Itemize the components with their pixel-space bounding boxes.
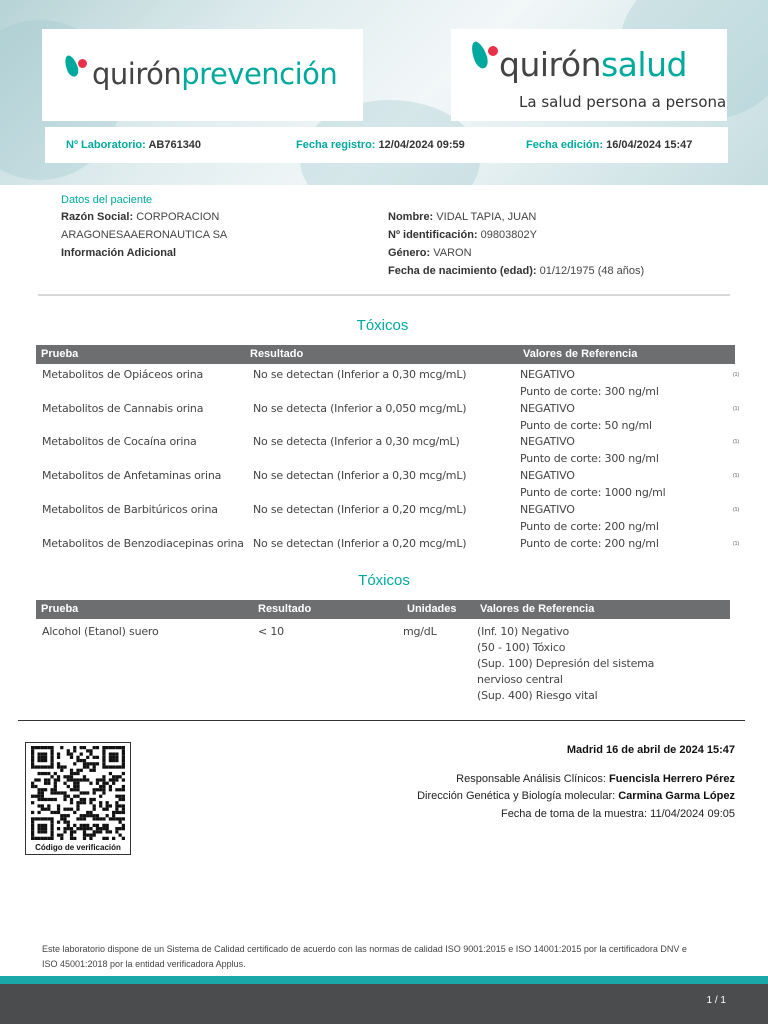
table2-header-resultado: Resultado [258, 603, 312, 615]
table1-resultado: No se detectan (Inferior a 0,20 mcg/mL) [253, 537, 467, 550]
toxicos-title-2: Tóxicos [358, 572, 410, 589]
table1-note: (1) [733, 507, 740, 513]
registration-date [296, 139, 465, 151]
table1-resultado: No se detectan (Inferior a 0,20 mcg/mL) [253, 503, 467, 516]
edition-date-value: 16/04/2024 15:47 [606, 139, 693, 151]
table1-note: (1) [733, 541, 740, 547]
patient-id-value: 09803802Y [480, 229, 537, 241]
verification-qr[interactable] [25, 742, 131, 855]
page-number: 1 / 1 [706, 995, 726, 1006]
patient-birthdate-label: Fecha de nacimiento (edad): [388, 265, 537, 277]
patient-name-label: Nombre: [388, 211, 434, 223]
table2-prueba: Alcohol (Etanol) suero [42, 625, 159, 638]
lab-number [66, 139, 201, 151]
fecha-toma-label: Fecha de toma de la muestra: [500, 808, 648, 820]
razon-social-value: CORPORACION [136, 211, 220, 223]
edition-date-label: Fecha edición: [526, 139, 604, 151]
table1-resultado: No se detectan (Inferior a 0,30 mcg/mL) [253, 469, 467, 482]
table1-punto-corte: Punto de corte: 200 ng/ml [520, 520, 659, 533]
direccion-label: Dirección Genética y Biología molecular: [417, 790, 616, 802]
patient-gender-value: VARON [433, 247, 472, 259]
patient-name-value: VIDAL TAPIA, JUAN [436, 211, 537, 223]
logo-left-part2: prevención [181, 57, 338, 91]
table1-header-resultado: Resultado [250, 348, 304, 360]
table2-unidades: mg/dL [403, 625, 437, 638]
table1-referencia: NEGATIVO [520, 402, 575, 415]
dot-icon [488, 46, 498, 56]
toxicos-title-1: Tóxicos [356, 317, 409, 334]
table1-resultado: No se detecta (Inferior a 0,30 mcg/mL) [253, 435, 460, 448]
table1-note: (1) [733, 473, 740, 479]
info-adicional [61, 247, 176, 259]
table2-reference-line: (Inf. 10) Negativo [477, 625, 570, 638]
table2-header [36, 600, 730, 619]
quironsalud-logo [451, 29, 727, 121]
logo-left-part1: quirón [92, 57, 182, 91]
fecha-toma-value: 11/04/2024 09:05 [650, 808, 735, 820]
table1-referencia: NEGATIVO [520, 469, 575, 482]
registration-date-label: Fecha registro: [296, 139, 376, 151]
patient-gender [388, 247, 472, 259]
direccion-value: Carmina Garma López [618, 790, 735, 802]
table1-punto-corte: Punto de corte: 1000 ng/ml [520, 486, 666, 499]
leaf-icon [469, 40, 491, 71]
registration-date-value: 12/04/2024 09:59 [378, 139, 465, 151]
table1-referencia: NEGATIVO [520, 368, 575, 381]
direccion-genetica [417, 790, 735, 802]
table1-prueba: Metabolitos de Cocaína orina [42, 435, 197, 448]
patient-id-label: Nº identificación: [388, 229, 478, 241]
patient-birthdate [388, 265, 644, 277]
footer-divider [18, 720, 745, 721]
logo-right-part1: quirón [499, 45, 601, 84]
lab-meta-bar [45, 127, 728, 163]
info-adicional-label: Información Adicional [61, 247, 177, 259]
fecha-toma [501, 808, 735, 820]
quironprevencion-logo [42, 29, 363, 121]
table1-prueba: Metabolitos de Cannabis orina [42, 402, 204, 415]
table2-header-unidades: Unidades [407, 603, 457, 615]
table1-note: (1) [733, 406, 740, 412]
responsable-value: Fuencisla Herrero Pérez [609, 773, 735, 785]
table1-prueba: Metabolitos de Anfetaminas orina [42, 469, 222, 482]
patient-birthdate-value: 01/12/1975 (48 años) [539, 265, 645, 277]
qr-label: Código de verificación [35, 843, 121, 852]
qr-code-icon [31, 746, 125, 840]
table1-punto-corte: Punto de corte: 50 ng/ml [520, 419, 652, 432]
table1-note: (1) [733, 372, 740, 378]
quality-note: Este laboratorio dispone de un Sistema de Calidad certificado de acuerdo con las normas de calidad ISO 9001:2015 e ISO 14001:2015 por la certificadora DNV e ISO 45001:2018 por la entidad verificadora Applus. [42, 944, 687, 969]
table1-note: (1) [733, 439, 740, 445]
place-date [567, 744, 735, 756]
lab-number-value: AB761340 [148, 139, 202, 151]
table2-reference-line: nervioso central [477, 673, 563, 686]
table1-punto-corte: Punto de corte: 300 ng/ml [520, 452, 659, 465]
table2-reference-line: (Sup. 400) Riesgo vital [477, 689, 598, 702]
lab-number-label: Nº Laboratorio: [66, 139, 146, 151]
table2-reference-line: (Sup. 100) Depresión del sistema [477, 657, 655, 670]
responsable-label: Responsable Análisis Clínicos: [456, 773, 606, 785]
footer-bar [0, 984, 768, 1024]
table1-punto-corte: Punto de corte: 300 ng/ml [520, 385, 659, 398]
header-background [0, 0, 768, 185]
razon-social-value-cont: ARAGONESAAERONAUTICA SA [61, 229, 228, 241]
table2-header-prueba: Prueba [41, 603, 79, 615]
table1-header [36, 345, 735, 364]
table1-referencia: NEGATIVO [520, 503, 575, 516]
place-date-value: Madrid 16 de abril de 2024 15:47 [566, 744, 735, 756]
razon-social [61, 211, 219, 223]
edition-date [526, 139, 692, 151]
table2-resultado: < 10 [258, 625, 284, 638]
table1-prueba: Metabolitos de Benzodiacepinas orina [42, 537, 244, 550]
patient-id [388, 229, 537, 241]
table1-header-referencia: Valores de Referencia [523, 348, 638, 360]
table1-prueba: Metabolitos de Barbitúricos orina [42, 503, 218, 516]
table1-resultado: No se detectan (Inferior a 0,30 mcg/mL) [253, 368, 467, 381]
dot-icon [78, 59, 87, 68]
patient-gender-label: Género: [388, 247, 431, 259]
responsable-analisis [456, 773, 735, 785]
patient-section-title: Datos del paciente [61, 194, 153, 206]
razon-social-label: Razón Social: [61, 211, 134, 223]
table1-resultado: No se detecta (Inferior a 0,050 mcg/mL) [253, 402, 467, 415]
table1-prueba: Metabolitos de Opiáceos orina [42, 368, 204, 381]
table1-header-prueba: Prueba [41, 348, 79, 360]
table1-referencia: Punto de corte: 200 ng/ml [520, 537, 659, 550]
patient-name [388, 211, 536, 223]
section-divider [38, 294, 730, 296]
leaf-icon [63, 54, 81, 78]
logo-right-part2: salud [600, 45, 687, 84]
logo-tagline: La salud persona a persona [519, 93, 727, 111]
table1-referencia: NEGATIVO [520, 435, 575, 448]
table2-reference-line: (50 - 100) Tóxico [477, 641, 566, 654]
table2-header-referencia: Valores de Referencia [480, 603, 595, 615]
footer-accent-strip [0, 976, 768, 984]
